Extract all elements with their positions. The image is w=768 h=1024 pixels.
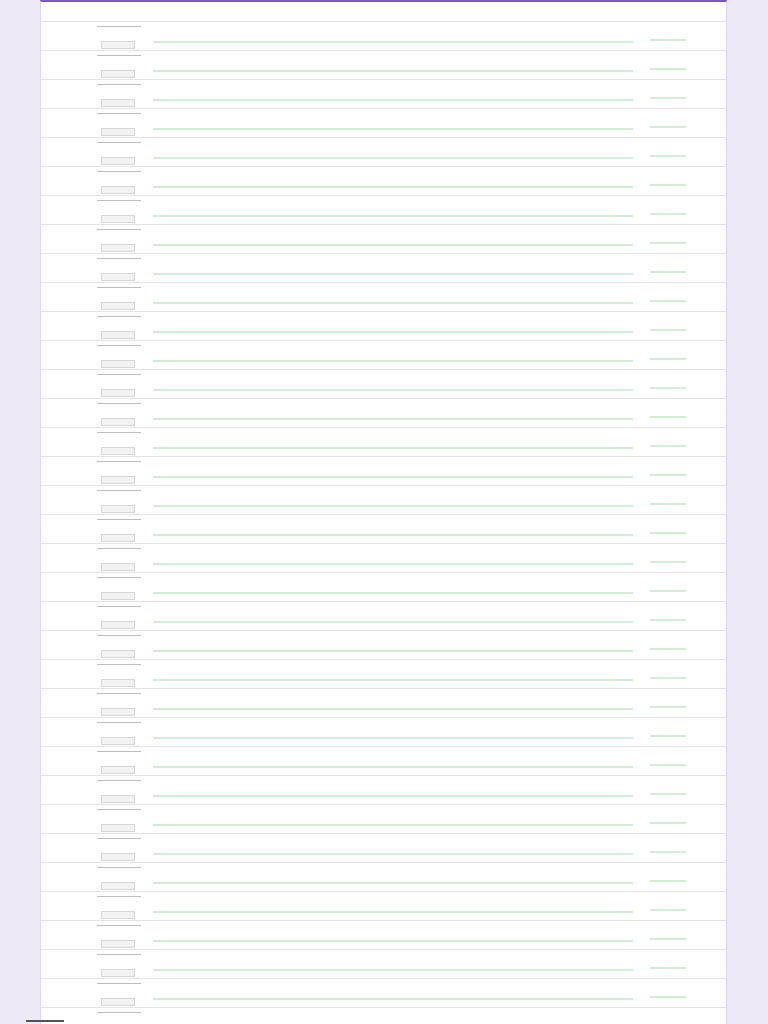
list-item[interactable] (41, 660, 726, 689)
row-detail (153, 816, 633, 822)
row-side-label (658, 402, 686, 418)
row-body (153, 635, 633, 652)
list-item[interactable] (41, 51, 726, 80)
row-detail (153, 961, 633, 967)
row-meta (97, 635, 141, 658)
list-item[interactable] (41, 1008, 726, 1024)
row-body (153, 548, 633, 565)
row-action-button[interactable] (101, 157, 135, 165)
row-meta-label (97, 635, 141, 642)
row-meta (97, 838, 141, 861)
row-action-button[interactable] (101, 360, 135, 368)
row-detail (153, 178, 633, 184)
row-body (153, 374, 633, 391)
row-side-label (658, 373, 686, 389)
row-action-button[interactable] (101, 737, 135, 745)
row-action-button[interactable] (101, 650, 135, 658)
row-side-label (658, 286, 686, 302)
row-meta (97, 693, 141, 716)
row-link[interactable] (153, 258, 633, 265)
row-action-button[interactable] (101, 853, 135, 861)
row-side-label (658, 750, 686, 766)
row-detail (153, 120, 633, 126)
row-meta (97, 954, 141, 977)
row-side-label (658, 721, 686, 737)
row-meta (97, 287, 141, 310)
row-detail (153, 990, 633, 996)
row-side-label (658, 170, 686, 186)
list-item[interactable] (41, 138, 726, 167)
row-link[interactable] (153, 113, 633, 120)
row-meta-label (97, 780, 141, 787)
row-meta-label (97, 896, 141, 903)
row-side-label (658, 924, 686, 940)
list-item[interactable] (41, 109, 726, 138)
row-detail (153, 787, 633, 793)
row-detail (153, 1019, 633, 1024)
row-side-label (658, 112, 686, 128)
row-meta-label (97, 287, 141, 294)
row-detail (153, 352, 633, 358)
row-action-button[interactable] (101, 679, 135, 687)
row-action-button[interactable] (101, 273, 135, 281)
list-item[interactable] (41, 196, 726, 225)
row-body (153, 925, 633, 942)
row-meta-label (97, 490, 141, 497)
row-meta-label (97, 867, 141, 874)
row-link[interactable] (153, 925, 633, 932)
list-item[interactable] (41, 689, 726, 718)
row-meta (97, 925, 141, 948)
row-side-label (658, 866, 686, 882)
row-side-label (658, 344, 686, 360)
row-action-button[interactable] (101, 476, 135, 484)
row-body (153, 722, 633, 739)
row-meta-label (97, 316, 141, 323)
row-action-button[interactable] (101, 331, 135, 339)
list-item[interactable] (41, 167, 726, 196)
row-link[interactable] (153, 722, 633, 729)
row-body (153, 606, 633, 623)
row-meta-label (97, 751, 141, 758)
row-body (153, 664, 633, 681)
row-detail (153, 845, 633, 851)
row-detail (153, 642, 633, 648)
row-link[interactable] (153, 664, 633, 671)
row-side-label (658, 837, 686, 853)
row-action-button[interactable] (101, 766, 135, 774)
row-link[interactable] (153, 693, 633, 700)
row-meta (97, 26, 141, 49)
row-meta (97, 867, 141, 890)
row-meta (97, 1012, 141, 1024)
row-meta-label (97, 258, 141, 265)
row-body (153, 142, 633, 159)
row-action-button[interactable] (101, 302, 135, 310)
row-body (153, 577, 633, 594)
row-link[interactable] (153, 200, 633, 207)
row-side-label (658, 547, 686, 563)
row-action-button[interactable] (101, 563, 135, 571)
row-body (153, 287, 633, 304)
row-action-button[interactable] (101, 99, 135, 107)
row-body (153, 461, 633, 478)
row-side-label (658, 982, 686, 998)
row-detail (153, 700, 633, 706)
row-meta (97, 258, 141, 281)
row-side-label (658, 576, 686, 592)
row-meta-label (97, 1012, 141, 1019)
row-detail (153, 729, 633, 735)
row-body (153, 780, 633, 797)
row-link[interactable] (153, 316, 633, 323)
row-side-label (658, 1011, 686, 1024)
row-meta (97, 55, 141, 78)
row-link[interactable] (153, 809, 633, 816)
row-meta-label (97, 548, 141, 555)
row-link[interactable] (153, 751, 633, 758)
row-meta-label (97, 809, 141, 816)
row-meta (97, 345, 141, 368)
page-title (87, 4, 726, 14)
row-detail (153, 62, 633, 68)
row-meta-label (97, 838, 141, 845)
row-body (153, 519, 633, 536)
row-side-label (658, 692, 686, 708)
list-item[interactable] (41, 544, 726, 573)
list-item[interactable] (41, 486, 726, 515)
row-body (153, 316, 633, 333)
row-action-button[interactable] (101, 534, 135, 542)
row-detail (153, 265, 633, 271)
row-meta (97, 84, 141, 107)
row-side-label (658, 895, 686, 911)
list-item[interactable] (41, 921, 726, 950)
list-item[interactable] (41, 979, 726, 1008)
row-action-button[interactable] (101, 969, 135, 977)
row-action-button[interactable] (101, 186, 135, 194)
row-meta (97, 374, 141, 397)
row-detail (153, 874, 633, 880)
row-meta-label (97, 577, 141, 584)
row-detail (153, 903, 633, 909)
row-meta (97, 809, 141, 832)
list-item[interactable] (41, 341, 726, 370)
row-action-button[interactable] (101, 882, 135, 890)
row-body (153, 809, 633, 826)
row-link[interactable] (153, 55, 633, 62)
row-body (153, 113, 633, 130)
row-link[interactable] (153, 142, 633, 149)
list-item[interactable] (41, 225, 726, 254)
row-detail (153, 323, 633, 329)
row-body (153, 432, 633, 449)
row-body (153, 229, 633, 246)
row-action-button[interactable] (101, 447, 135, 455)
row-detail (153, 584, 633, 590)
row-detail (153, 91, 633, 97)
row-detail (153, 758, 633, 764)
row-action-button[interactable] (101, 505, 135, 513)
row-detail (153, 439, 633, 445)
row-body (153, 490, 633, 507)
row-action-button[interactable] (101, 940, 135, 948)
row-meta-label (97, 693, 141, 700)
row-meta-label (97, 664, 141, 671)
row-meta (97, 577, 141, 600)
row-action-button[interactable] (101, 998, 135, 1006)
scroll-indicator[interactable] (26, 1020, 64, 1022)
list-item[interactable] (41, 428, 726, 457)
row-side-label (658, 460, 686, 476)
list-item[interactable] (41, 370, 726, 399)
row-meta-label (97, 606, 141, 613)
row-body (153, 896, 633, 913)
row-action-button[interactable] (101, 621, 135, 629)
row-side-label (658, 228, 686, 244)
row-link[interactable] (153, 345, 633, 352)
row-side-label (658, 315, 686, 331)
row-body (153, 200, 633, 217)
row-body (153, 983, 633, 1000)
row-detail (153, 932, 633, 938)
row-side-label (658, 83, 686, 99)
row-body (153, 954, 633, 971)
row-meta (97, 983, 141, 1006)
row-action-button[interactable] (101, 41, 135, 49)
row-side-label (658, 518, 686, 534)
row-link[interactable] (153, 635, 633, 642)
row-meta (97, 171, 141, 194)
row-meta (97, 432, 141, 455)
row-meta (97, 461, 141, 484)
row-link[interactable] (153, 432, 633, 439)
row-link[interactable] (153, 838, 633, 845)
row-side-label (658, 808, 686, 824)
row-link[interactable] (153, 954, 633, 961)
row-meta (97, 548, 141, 571)
row-side-label (658, 141, 686, 157)
row-meta-label (97, 374, 141, 381)
list-item[interactable] (41, 834, 726, 863)
row-link[interactable] (153, 171, 633, 178)
row-action-button[interactable] (101, 592, 135, 600)
page-subtitle (87, 14, 726, 20)
row-body (153, 84, 633, 101)
row-action-button[interactable] (101, 708, 135, 716)
row-detail (153, 381, 633, 387)
list-item[interactable] (41, 776, 726, 805)
row-list (41, 22, 726, 1024)
row-meta (97, 142, 141, 165)
row-side-label (658, 634, 686, 650)
row-body (153, 867, 633, 884)
row-detail (153, 149, 633, 155)
row-detail (153, 33, 633, 39)
list-item[interactable] (41, 747, 726, 776)
row-action-button[interactable] (101, 128, 135, 136)
row-meta-label (97, 200, 141, 207)
row-side-label (658, 605, 686, 621)
list-item[interactable] (41, 399, 726, 428)
row-detail (153, 468, 633, 474)
row-meta-label (97, 113, 141, 120)
row-meta (97, 896, 141, 919)
row-meta-label (97, 142, 141, 149)
row-detail (153, 410, 633, 416)
row-detail (153, 497, 633, 503)
row-link[interactable] (153, 26, 633, 33)
list-item[interactable] (41, 631, 726, 660)
row-meta (97, 403, 141, 426)
list-item[interactable] (41, 254, 726, 283)
row-link[interactable] (153, 287, 633, 294)
list-item[interactable] (41, 312, 726, 341)
row-meta-label (97, 983, 141, 990)
row-meta-label (97, 55, 141, 62)
page-header (41, 2, 726, 22)
row-body (153, 345, 633, 362)
row-meta (97, 490, 141, 513)
row-link[interactable] (153, 577, 633, 584)
list-item[interactable] (41, 515, 726, 544)
row-meta-label (97, 432, 141, 439)
list-item[interactable] (41, 22, 726, 51)
row-meta (97, 751, 141, 774)
row-action-button[interactable] (101, 215, 135, 223)
list-item[interactable] (41, 602, 726, 631)
row-meta (97, 519, 141, 542)
row-meta-label (97, 171, 141, 178)
row-meta (97, 229, 141, 252)
list-item[interactable] (41, 892, 726, 921)
row-body (153, 171, 633, 188)
list-item[interactable] (41, 573, 726, 602)
row-meta (97, 722, 141, 745)
row-body (153, 838, 633, 855)
row-link[interactable] (153, 374, 633, 381)
row-meta (97, 113, 141, 136)
row-link[interactable] (153, 780, 633, 787)
row-side-label (658, 489, 686, 505)
row-body (153, 693, 633, 710)
row-body (153, 55, 633, 72)
row-link[interactable] (153, 1012, 633, 1019)
row-meta (97, 200, 141, 223)
list-item[interactable] (41, 283, 726, 312)
row-side-label (658, 54, 686, 70)
list-item[interactable] (41, 805, 726, 834)
row-meta-label (97, 26, 141, 33)
row-body (153, 751, 633, 768)
row-side-label (658, 257, 686, 273)
row-action-button[interactable] (101, 418, 135, 426)
row-detail (153, 613, 633, 619)
row-meta-label (97, 345, 141, 352)
row-action-button[interactable] (101, 795, 135, 803)
row-meta-label (97, 925, 141, 932)
list-item[interactable] (41, 950, 726, 979)
row-action-button[interactable] (101, 70, 135, 78)
row-meta (97, 780, 141, 803)
row-meta-label (97, 519, 141, 526)
row-body (153, 258, 633, 275)
row-meta (97, 606, 141, 629)
row-detail (153, 555, 633, 561)
row-meta-label (97, 461, 141, 468)
row-action-button[interactable] (101, 389, 135, 397)
row-detail (153, 294, 633, 300)
row-action-button[interactable] (101, 824, 135, 832)
list-item[interactable] (41, 457, 726, 486)
list-item[interactable] (41, 718, 726, 747)
row-detail (153, 526, 633, 532)
row-meta-label (97, 229, 141, 236)
row-body (153, 26, 633, 43)
row-link[interactable] (153, 867, 633, 874)
row-link[interactable] (153, 983, 633, 990)
row-detail (153, 671, 633, 677)
row-meta-label (97, 403, 141, 410)
row-detail (153, 207, 633, 213)
row-link[interactable] (153, 229, 633, 236)
list-item[interactable] (41, 80, 726, 109)
row-detail (153, 236, 633, 242)
row-link[interactable] (153, 403, 633, 410)
row-meta-label (97, 954, 141, 961)
row-link[interactable] (153, 519, 633, 526)
row-action-button[interactable] (101, 911, 135, 919)
row-meta-label (97, 84, 141, 91)
row-side-label (658, 431, 686, 447)
row-body (153, 1012, 633, 1024)
page-column (40, 0, 727, 1024)
row-side-label (658, 779, 686, 795)
row-link[interactable] (153, 84, 633, 91)
row-side-label (658, 953, 686, 969)
row-link[interactable] (153, 461, 633, 468)
row-link[interactable] (153, 896, 633, 903)
row-meta (97, 664, 141, 687)
row-link[interactable] (153, 606, 633, 613)
row-link[interactable] (153, 548, 633, 555)
row-link[interactable] (153, 490, 633, 497)
row-meta-label (97, 722, 141, 729)
row-action-button[interactable] (101, 244, 135, 252)
row-side-label (658, 25, 686, 41)
row-body (153, 403, 633, 420)
row-side-label (658, 663, 686, 679)
list-item[interactable] (41, 863, 726, 892)
row-side-label (658, 199, 686, 215)
row-meta (97, 316, 141, 339)
